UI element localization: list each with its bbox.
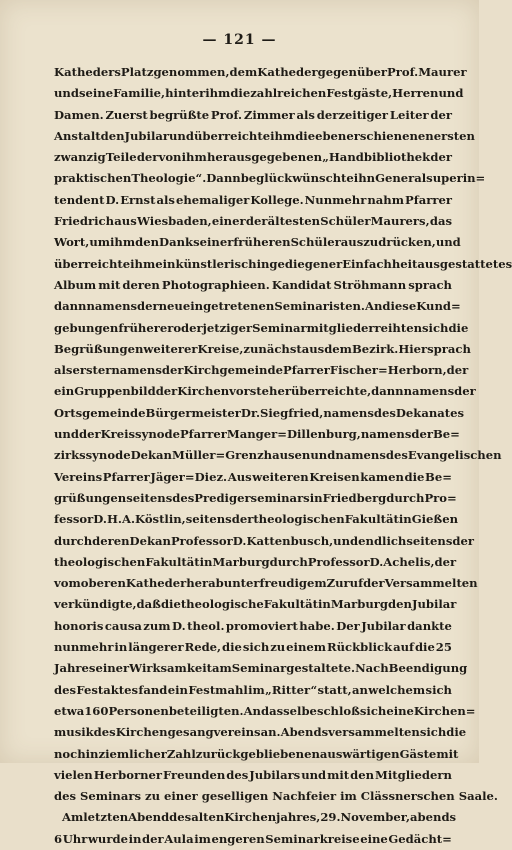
text-line: des Seminars zu einer geselligen Nachfeier im Clässnerschen Saale. xyxy=(54,789,498,804)
text-line: zirkssynode Dekan Müller=Grenzhausen und namens des Evangelischen xyxy=(54,448,502,463)
text-line: dann namens der neueingetretenen Seminaristen. An diese Kund= xyxy=(54,299,461,314)
text-line: ein Gruppenbild der Kirchenvorsteher überreichte, dann namens der xyxy=(54,384,476,399)
text-line: vielen Herborner Freunden des Jubilars und mit den Mitgliedern xyxy=(54,767,452,782)
text-line: gebungen früherer oder jetziger Seminarmitglieder reihten sich die xyxy=(54,320,469,335)
text-line: 6 Uhr wurde in der Aula im engeren Seminarkreise eine Gedächt= xyxy=(54,831,452,846)
text-line: Wort, um ihm den Dank seiner früheren Schüler auszudrücken, und xyxy=(54,235,461,250)
text-line: Katheders Platz genommen, dem Katheder gegenüber Prof. Maurer xyxy=(54,65,467,79)
text-line: noch in ziemlicher Zahl zurückgebliebenen auswärtigen Gäste mit xyxy=(54,746,459,761)
text-line: Am letzten Abend des alten Kirchenjahres, 29. November, abends xyxy=(62,810,457,825)
text-line: theologischen Fakultät in Marburg durch Professor D. Achelis, der xyxy=(54,554,457,569)
text-line: Damen. Zuerst begrüßte Prof. Zimmer als derzeitiger Leiter der xyxy=(54,107,452,122)
text-line: zwanzig Teile der von ihm herausgegebenen „Handbibliothek der xyxy=(54,150,452,165)
text-line: tendent D. Ernst als ehemaliger Kollege. Nunmehr nahm Pfarrer xyxy=(54,192,452,207)
text-line: praktischen Theologie“. Dann beglückwünschte ihn Generalsuperin= xyxy=(54,171,486,186)
text-line: verkündigte, daß die theologische Fakultät in Marburg den Jubilar xyxy=(54,597,457,612)
text-line: vom oberen Katheder herab unter freudigem Zuruf der Versammelten xyxy=(54,576,478,591)
text-line: und der Kreissynode Pfarrer Manger=Dillenburg, namens der Be= xyxy=(54,427,460,442)
text-line: als erster namens der Kirchgemeinde Pfarrer Fischer=Herborn, der xyxy=(54,363,469,378)
text-line: nunmehr in längerer Rede, die sich zu einem Rückblick auf die 25 xyxy=(54,640,452,655)
text-line: etwa 160 Personen beteiligten. An dasselbe schloß sich eine Kirchen= xyxy=(54,703,476,718)
text-line: grüßungen seitens des Predigerseminars in Friedberg durch Pro= xyxy=(54,490,457,505)
text-line: Vereins Pfarrer Jäger=Diez. Aus weiteren Kreisen kamen die Be= xyxy=(54,469,452,484)
text-line: Anstalt den Jubilar und überreichte ihm die eben erschienenen ersten xyxy=(54,128,475,143)
text-line: überreichte ihm ein künstlerisch in gediegener Einfachheit ausgestattetes xyxy=(54,256,512,271)
body-text xyxy=(54,62,512,850)
text-line: und seine Familie, hinter ihm die zahlreichen Festgäste, Herren und xyxy=(54,86,464,101)
text-line: Ortsgemeinde Bürgermeister Dr. Siegfried, namens des Dekanates xyxy=(54,405,465,420)
text-line: Jahre seiner Wirksamkeit am Seminar gestaltete. Nach Beendigung xyxy=(54,661,468,676)
text-line: Begrüßungen weiterer Kreise, zunächst aus dem Bezirk. Hier sprach xyxy=(54,341,471,356)
text-line: musik des Kirchengesangvereins an. Abends versammelten sich die xyxy=(54,725,467,740)
text-line: Album mit deren Photographieen. Kandidat Ströhmann sprach xyxy=(54,277,452,292)
text-line: durch deren Dekan Professor D. Kattenbusch, und endlich seitens der xyxy=(54,533,474,548)
text-line: des Festaktes fand ein Festmahl im „Ritter“ statt, an welchem sich xyxy=(54,682,452,697)
text-line: honoris causa zum D. theol. promoviert habe. Der Jubilar dankte xyxy=(54,618,452,633)
text-line: fessor D. H. A. Köstlin, seitens der theologischen Fakultät in Gießen xyxy=(54,512,459,527)
page-number: — 121 — xyxy=(202,32,277,48)
text-line: Friedrich aus Wiesbaden, einer der ältesten Schüler Maurers, das xyxy=(54,214,452,229)
